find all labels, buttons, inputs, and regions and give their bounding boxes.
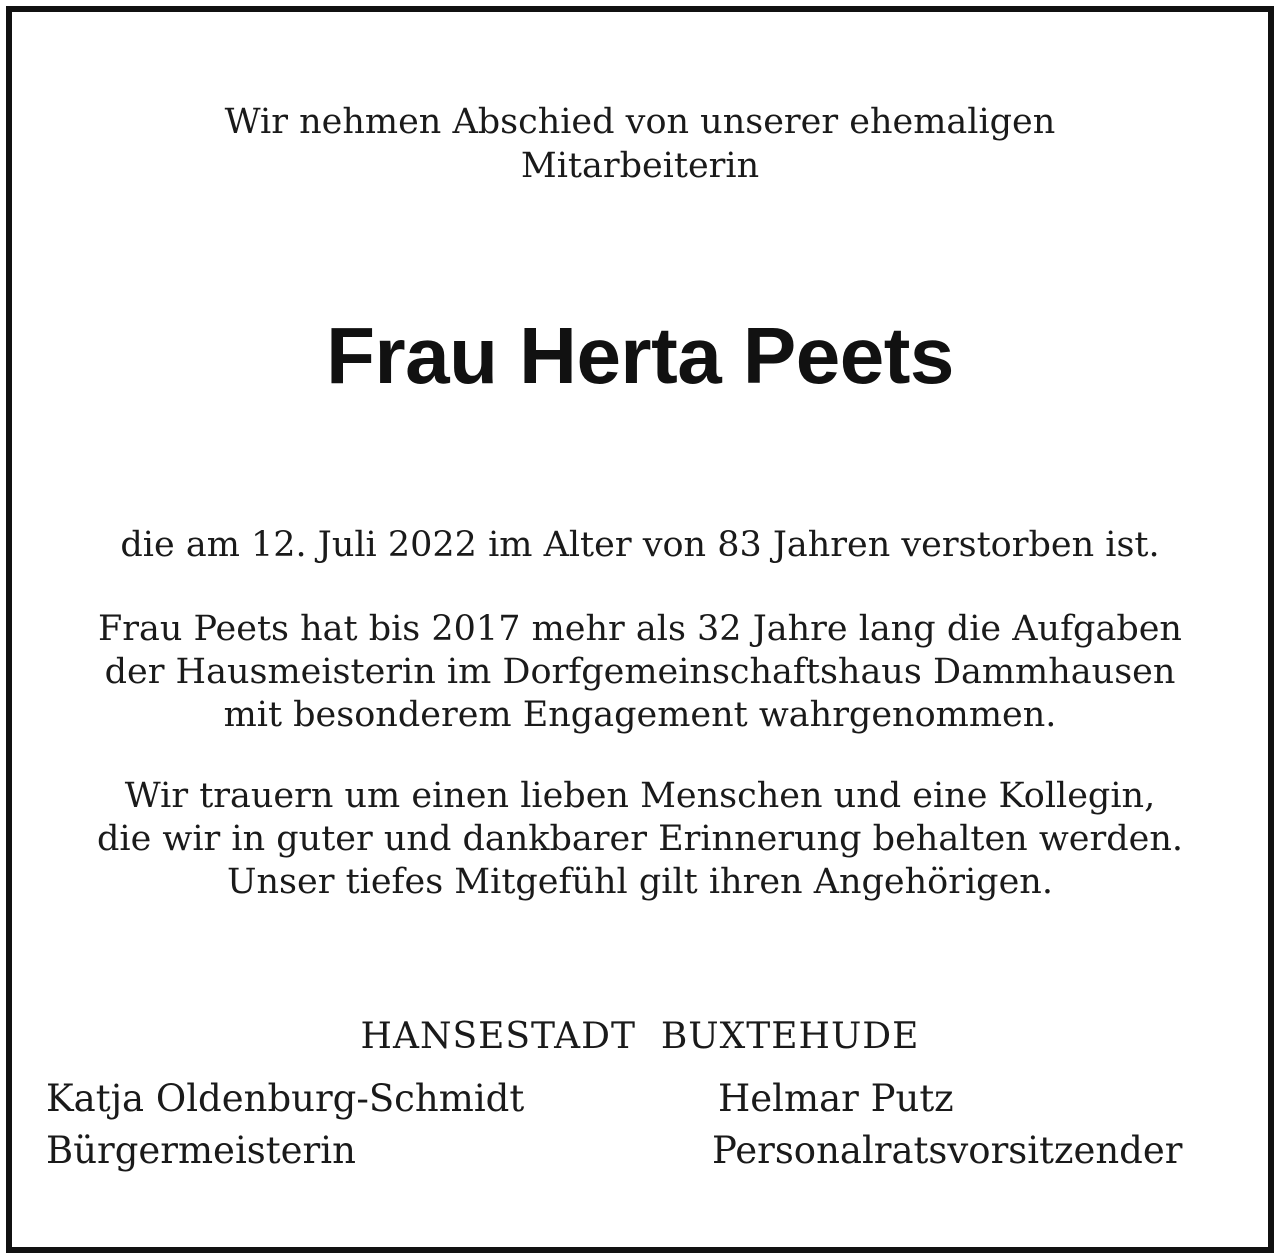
paragraph-death-date [12, 524, 1268, 567]
paragraph-service [12, 608, 1268, 737]
paragraph2-line-2: der Hausmeisterin im Dorfgemeinschaftshaus Dammhausen [104, 652, 1176, 692]
signatory-2-role: Personalratsvorsitzender [712, 1129, 1183, 1172]
signatory-2-name: Helmar Putz [718, 1077, 954, 1120]
signatory-1-role: Bürgermeisterin [46, 1129, 356, 1172]
paragraph-condolence [12, 775, 1268, 904]
signatory-1-name: Katja Oldenburg-Schmidt [46, 1077, 525, 1120]
intro-line-1: Wir nehmen Abschied von unserer ehemaligen [224, 102, 1056, 142]
organization-name: HANSESTADT BUXTEHUDE [360, 1016, 920, 1057]
intro-text [12, 100, 1268, 188]
obituary-notice [6, 6, 1274, 1253]
paragraph1-line-1: die am 12. Juli 2022 im Alter von 83 Jahren verstorben ist. [120, 525, 1160, 565]
paragraph3-line-3: Unser tiefes Mitgefühl gilt ihren Angehörigen. [227, 862, 1053, 902]
paragraph3-line-2: die wir in guter und dankbarer Erinnerung behalten werden. [96, 819, 1184, 859]
paragraph3-line-1: Wir trauern um einen lieben Menschen und eine Kollegin, [124, 776, 1156, 816]
deceased-name: Frau Herta Peets [326, 311, 954, 400]
intro-line-2: Mitarbeiterin [520, 146, 760, 186]
paragraph2-line-3: mit besonderem Engagement wahrgenommen. [223, 695, 1057, 735]
paragraph2-line-1: Frau Peets hat bis 2017 mehr als 32 Jahre lang die Aufgaben [98, 609, 1182, 649]
